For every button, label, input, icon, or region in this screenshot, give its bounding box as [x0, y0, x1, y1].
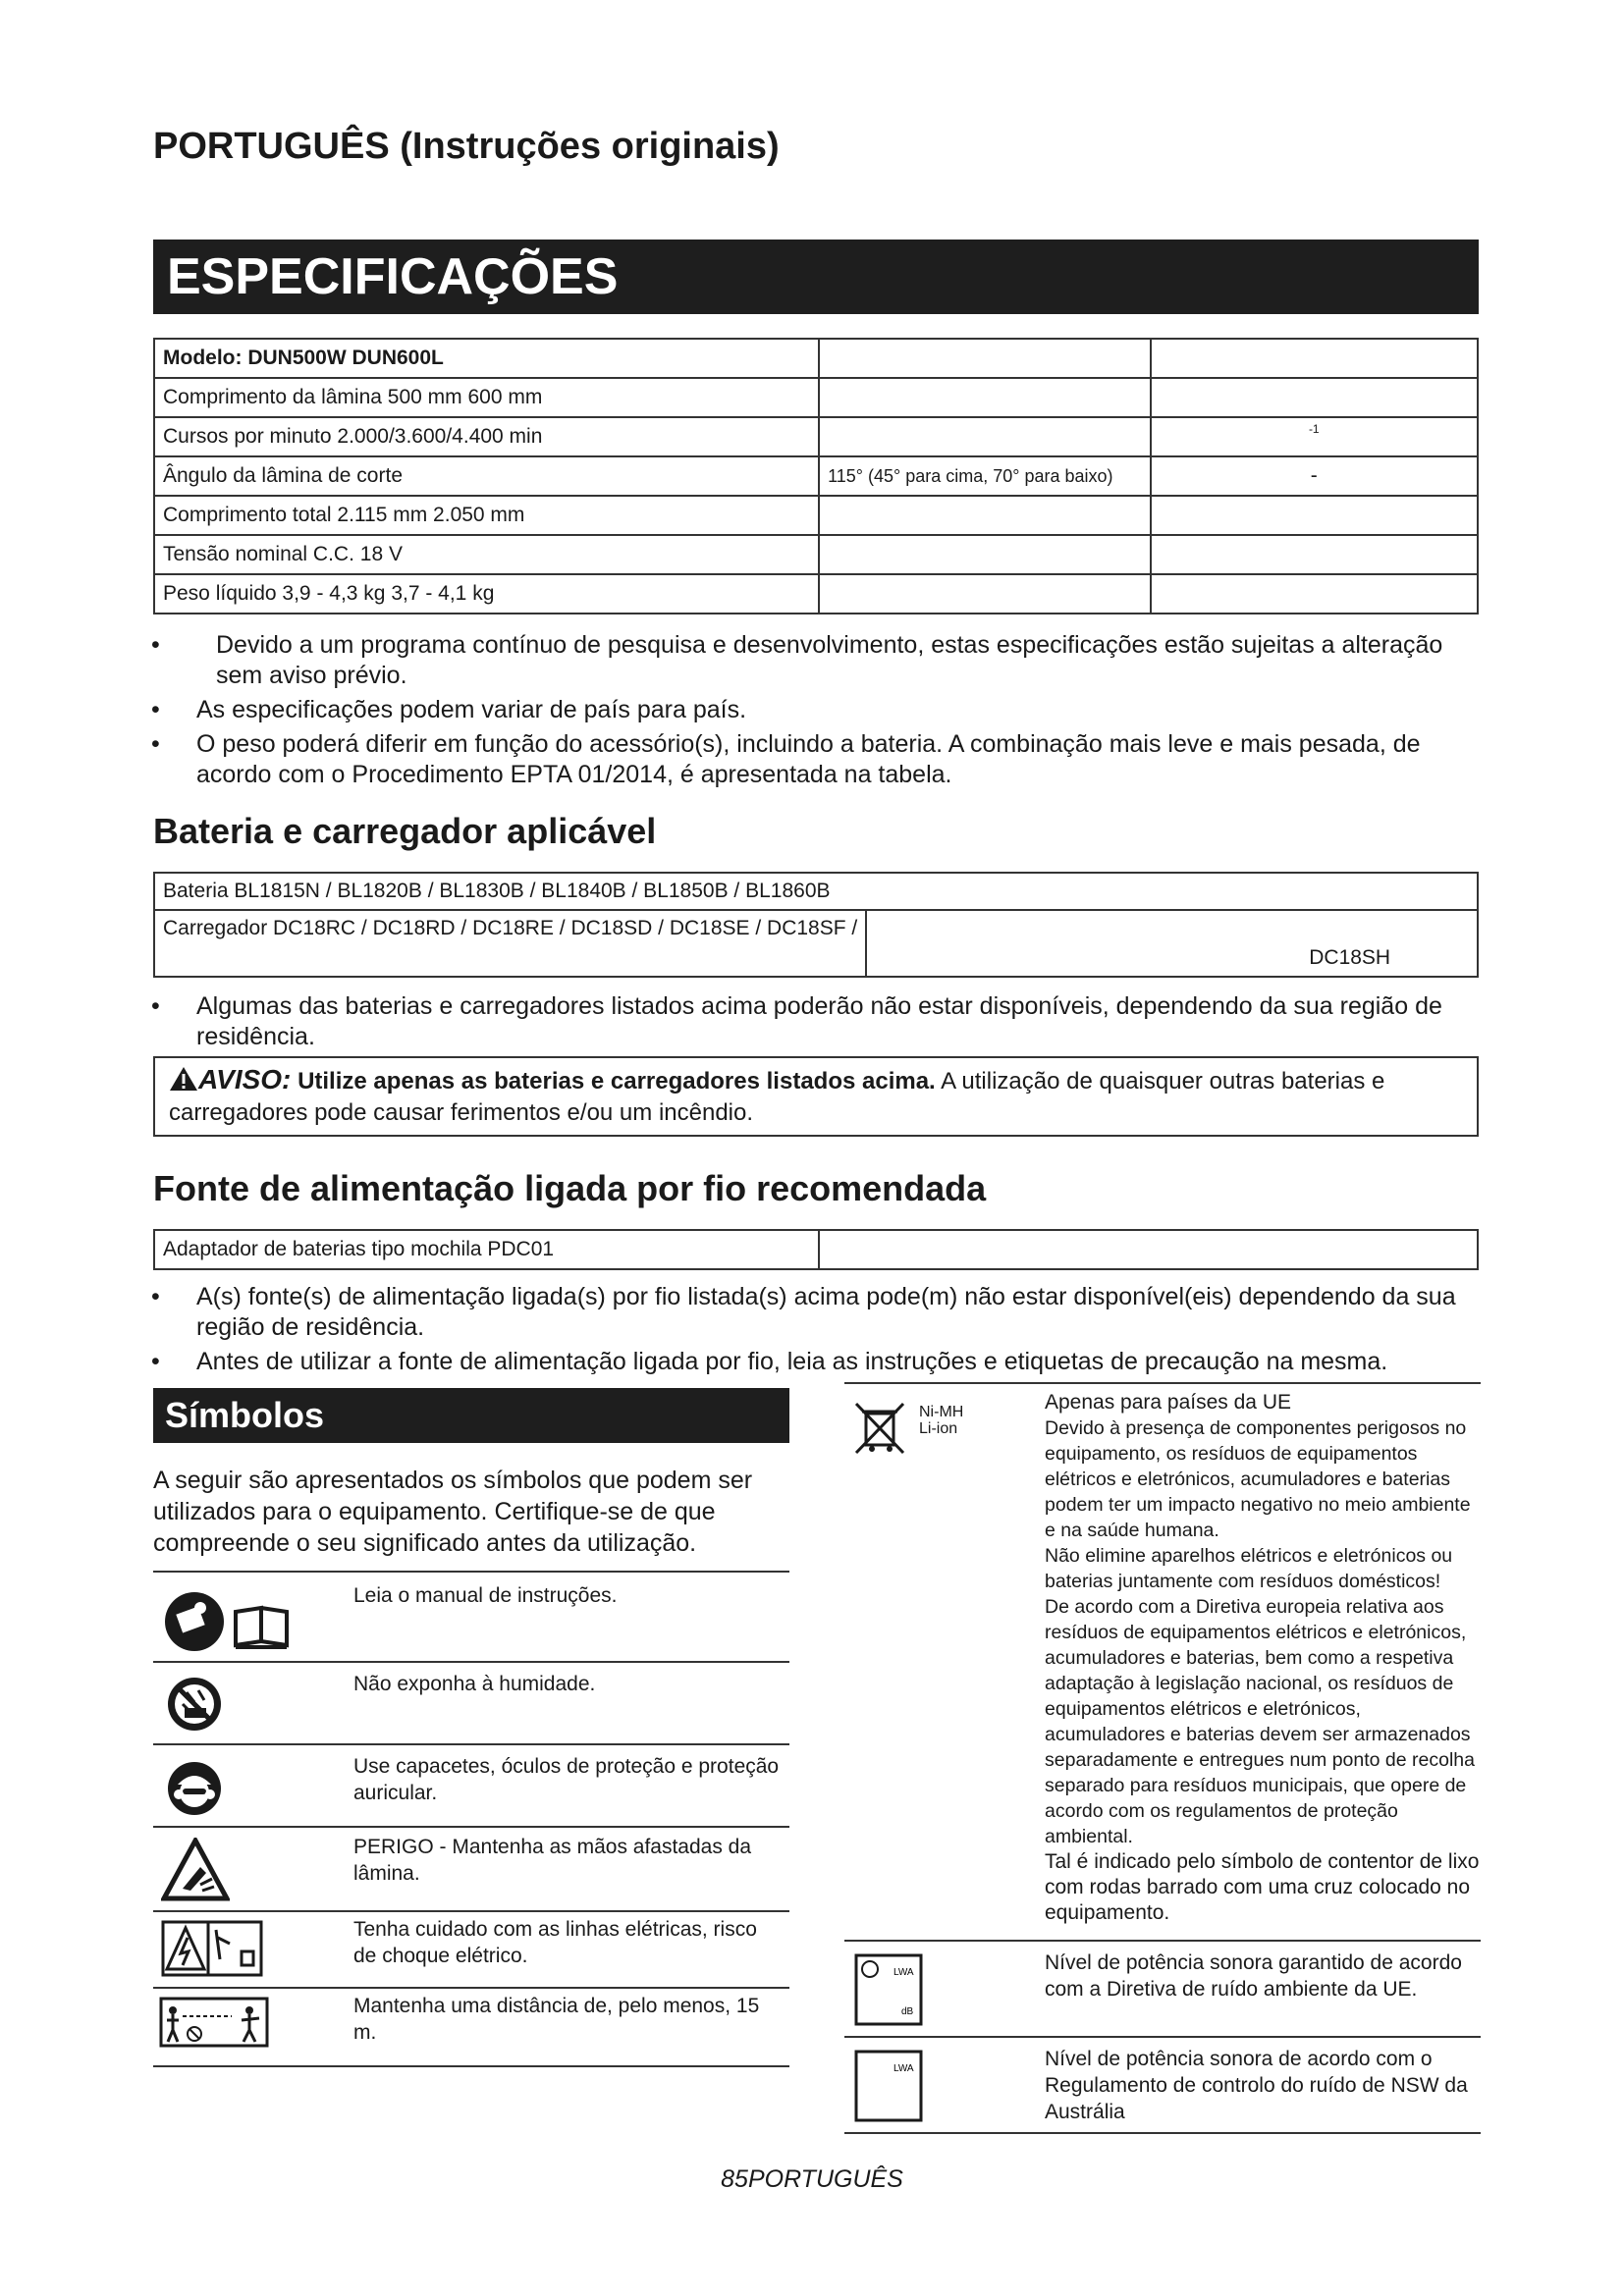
divider — [153, 1743, 789, 1745]
spec-label: Tensão nominal C.C. 18 V — [154, 535, 819, 574]
divider — [153, 1826, 789, 1828]
read-manual-icon — [159, 1582, 297, 1662]
spec-value: 115° (45° para cima, 70° para baixo) — [819, 456, 1150, 496]
spec-label: Ângulo da lâmina de corte — [154, 456, 819, 496]
note-text: Algumas das baterias e carregadores listados acima poderão não estar disponíveis, dependendo da sua região de residência. — [196, 992, 1442, 1050]
charger-extra: DC18SH — [866, 910, 1478, 977]
sound-power-eu-icon — [854, 1953, 923, 2031]
spec-row — [154, 339, 1478, 378]
specifications-heading: ESPECIFICAÇÕES — [153, 240, 1479, 314]
note-text: As especificações podem variar de país para país. — [196, 696, 747, 723]
battery-notes — [151, 991, 1473, 1052]
divider — [153, 1661, 789, 1663]
spec-value — [819, 535, 1150, 574]
symbol-description: Leia o manual de instruções. — [353, 1584, 618, 1607]
no-humidity-icon — [165, 1675, 224, 1738]
spec-label: Comprimento da lâmina 500 mm 600 mm — [154, 378, 819, 417]
list-item: • Antes de utilizar a fonte de alimentação ligada por fio, leia as instruções e etiquetas de precaução na mesma. — [151, 1348, 1388, 1375]
list-item: • Devido a um programa contínuo de pesquisa e desenvolvimento, estas especificações estão sujeitas a alteração sem aviso prévio. — [151, 631, 1443, 689]
list-item: • O peso poderá diferir em função do acessório(s), incluindo a bateria. A combinação mais leve e mais pesada, de acordo com o Procedimento EPTA 01/2014, é apresentada na tabela. — [151, 730, 1421, 788]
symbol-description: Tenha cuidado com as linhas elétricas, risco de choque elétrico. — [353, 1918, 757, 1967]
battery-heading: Bateria e carregador aplicável — [153, 811, 657, 851]
spec-row — [154, 417, 1478, 456]
corded-value — [819, 1230, 1478, 1269]
weee-line: Não elimine aparelhos elétricos e eletrónicos ou baterias juntamente com resíduos domésticos! — [1045, 1545, 1453, 1592]
spec-label: Comprimento total 2.115 mm 2.050 mm — [154, 496, 819, 535]
note-text: Devido a um programa contínuo de pesquisa e desenvolvimento, estas especificações estão sujeitas a alteração sem aviso prévio. — [216, 631, 1443, 689]
crossed-bin-icon — [852, 1400, 907, 1460]
note-text: O peso poderá diferir em função do acessório(s), incluindo a bateria. A combinação mais leve e mais pesada, de acordo com o Procedimento EPTA 01/2014, é apresentada na tabela. — [196, 730, 1421, 788]
table-row — [154, 873, 1478, 910]
warning-box — [153, 1056, 1479, 1137]
spec-value — [1151, 378, 1478, 417]
symbol-description: PERIGO - Mantenha as mãos afastadas da lâmina. — [353, 1836, 752, 1885]
spec-label: Cursos por minuto 2.000/3.600/4.400 min — [154, 417, 819, 456]
spec-value — [819, 496, 1150, 535]
label-nimh: Ni-MH — [919, 1404, 964, 1420]
weee-description — [1045, 1390, 1481, 1926]
spec-value — [1151, 535, 1478, 574]
list-item: • As especificações podem variar de país para país. — [151, 696, 747, 723]
spec-row — [154, 535, 1478, 574]
warning-bold-text: Utilize apenas as baterias e carregadores listados acima. — [298, 1068, 936, 1095]
label-liion: Li-ion — [919, 1420, 958, 1437]
warning-keyword: AVISO: — [198, 1064, 292, 1095]
page-footer: 85PORTUGUÊS — [721, 2165, 903, 2193]
symbols-intro: A seguir são apresentados os símbolos que podem ser utilizados para o equipamento. Certifique-se de que compreende o seu significado antes da utilização. — [153, 1467, 753, 1557]
spec-value — [819, 378, 1150, 417]
symbol-description: Mantenha uma distância de, pelo menos, 15 m. — [353, 1995, 760, 2044]
note-text: Antes de utilizar a fonte de alimentação ligada por fio, leia as instruções e etiquetas de precaução na mesma. — [196, 1348, 1388, 1375]
spec-value: -1 — [1151, 417, 1478, 456]
symbol-description: Nível de potência sonora de acordo com o Regulamento de controlo do ruído de NSW da Austrália — [1045, 2048, 1468, 2123]
weee-line: Apenas para países da UE — [1045, 1391, 1291, 1414]
divider — [153, 1910, 789, 1912]
symbols-heading: Símbolos — [153, 1388, 789, 1443]
spec-notes — [151, 630, 1483, 790]
hand-blade-danger-icon — [161, 1838, 230, 1907]
icon-unit: dB — [901, 2006, 914, 2017]
warning-triangle-icon — [169, 1066, 198, 1092]
corded-heading: Fonte de alimentação ligada por fio recomendada — [153, 1168, 987, 1208]
list-item: • A(s) fonte(s) de alimentação ligada(s) por fio listada(s) acima pode(m) não estar disponível(eis) dependendo da sua região de residência. — [151, 1283, 1456, 1341]
weee-line: Devido à presença de componentes perigosos no equipamento, os resíduos de equipamentos elétricos e eletrónicos, acumuladores e baterias podem ter um impacto negativo no meio ambiente e na saúde humana. — [1045, 1417, 1471, 1541]
protective-gear-icon — [165, 1759, 224, 1823]
battery-list: Bateria BL1815N / BL1820B / BL1830B / BL1840B / BL1850B / BL1860B — [154, 873, 1478, 910]
spec-value — [819, 574, 1150, 614]
note-text: A(s) fonte(s) de alimentação ligada(s) por fio listada(s) acima pode(m) não estar disponível(eis) dependendo da sua região de residência. — [196, 1283, 1456, 1341]
divider — [153, 1571, 789, 1573]
spec-value: - — [1151, 456, 1478, 496]
spec-row — [154, 574, 1478, 614]
divider — [844, 1940, 1481, 1942]
spec-value — [1151, 339, 1478, 378]
spec-value — [819, 339, 1150, 378]
corded-adapter: Adaptador de baterias tipo mochila PDC01 — [154, 1230, 819, 1269]
electric-lines-icon — [161, 1920, 263, 1982]
warning-text: A utilização de quaisquer outras baterias e carregadores pode causar ferimentos e/ou um incêndio. — [169, 1068, 1385, 1126]
spec-row — [154, 456, 1478, 496]
icon-label: LWA — [893, 2063, 914, 2074]
spec-row — [154, 496, 1478, 535]
table-row — [154, 1230, 1478, 1269]
spec-row — [154, 378, 1478, 417]
icon-label: LWA — [893, 1967, 914, 1978]
table-row — [154, 910, 1478, 977]
battery-types — [919, 1404, 963, 1437]
divider — [844, 2036, 1481, 2038]
spec-label: Modelo: DUN500W DUN600L — [154, 339, 819, 378]
specifications-table — [153, 338, 1479, 614]
corded-table — [153, 1229, 1479, 1270]
sound-power-nsw-icon — [854, 2050, 923, 2127]
weee-line: De acordo com a Diretiva europeia relativa aos resíduos de equipamentos elétricos e eletrónicos, acumuladores e baterias, bem como a respetiva adaptação à legislação nacional, os resíduos de equipamentos elétricos e eletrónicos, acumuladores e baterias devem ser armazenados separadamente e entregues num ponto de recolha separado para resíduos municipais, que opere de acordo com os regulamentos de proteção ambiental. — [1045, 1596, 1475, 1847]
symbol-description: Não exponha à humidade. — [353, 1673, 596, 1695]
divider — [153, 2065, 789, 2067]
distance-icon — [159, 1997, 269, 2053]
spec-value — [1151, 496, 1478, 535]
list-item: • Algumas das baterias e carregadores listados acima poderão não estar disponíveis, dependendo da sua região de residência. — [151, 992, 1442, 1050]
divider — [844, 1382, 1481, 1384]
weee-line: Tal é indicado pelo símbolo de contentor de lixo com rodas barrado com uma cruz colocado no equipamento. — [1045, 1850, 1480, 1924]
battery-table — [153, 872, 1479, 978]
corded-notes — [151, 1282, 1483, 1377]
divider — [153, 1987, 789, 1989]
spec-label: Peso líquido 3,9 - 4,3 kg 3,7 - 4,1 kg — [154, 574, 819, 614]
charger-list: Carregador DC18RC / DC18RD / DC18RE / DC18SD / DC18SE / DC18SF / — [154, 910, 866, 977]
spec-value — [819, 417, 1150, 456]
page-language-title: PORTUGUÊS (Instruções originais) — [153, 126, 780, 167]
spec-value — [1151, 574, 1478, 614]
divider — [844, 2132, 1481, 2134]
symbol-description: Nível de potência sonora garantido de acordo com a Diretiva de ruído ambiente da UE. — [1045, 1951, 1462, 2001]
symbol-description: Use capacetes, óculos de proteção e proteção auricular. — [353, 1755, 780, 1804]
